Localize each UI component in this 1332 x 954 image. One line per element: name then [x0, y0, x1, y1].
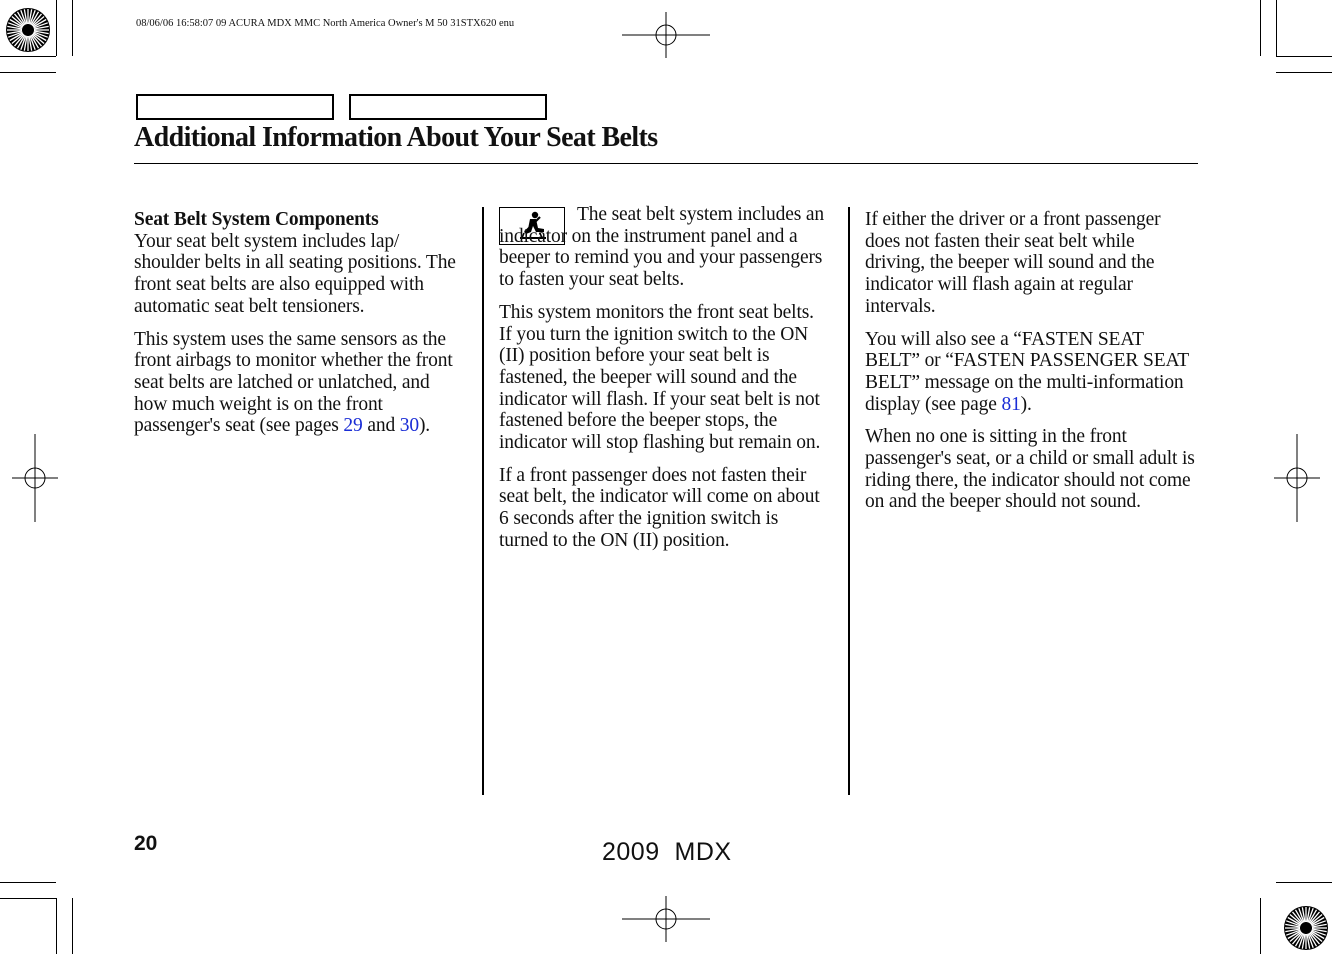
paragraph: Your seat belt system includes lap/ shoulder belts in all seating positions. The front seat belts are also equipped with automatic seat belt tensioners. [134, 230, 456, 317]
crop-mark [0, 72, 56, 73]
registration-starburst-icon [4, 6, 52, 54]
nav-tab-2[interactable] [349, 94, 547, 120]
crop-mark [0, 882, 56, 883]
page-title: Additional Information About Your Seat Belts [134, 122, 658, 153]
crop-mark [1260, 898, 1261, 954]
crosshair-icon [622, 12, 710, 58]
paragraph: When no one is sitting in the front passenger's seat, or a child or small adult is riding there, the indicator should not come on and the beeper should not sound. [865, 426, 1195, 513]
registration-starburst-icon [1282, 904, 1330, 952]
print-info: 08/06/06 16:58:07 09 ACURA MDX MMC North America Owner's M 50 31STX620 enu [136, 18, 515, 29]
crop-mark [72, 0, 73, 56]
crop-mark [0, 898, 56, 899]
crosshair-icon [12, 434, 58, 522]
paragraph-end: ). [418, 415, 431, 437]
page-number: 20 [134, 832, 158, 855]
crop-mark [1276, 0, 1277, 56]
crosshair-icon [622, 896, 710, 942]
crop-mark [1276, 72, 1332, 73]
paragraph: You will also see a “FASTEN SEAT BELT” or “FASTEN PASSENGER SEAT BELT” message on the multi-information display (see page [865, 328, 1189, 415]
column-1 [134, 209, 466, 448]
section-heading: Seat Belt System Components [134, 209, 379, 230]
paragraph-end: ). [1020, 393, 1032, 415]
nav-tab-1[interactable] [136, 94, 334, 120]
footer-model: 2009 MDX [602, 838, 732, 866]
column-3 [865, 209, 1195, 524]
paragraph: This system monitors the front seat belts. If you turn the ignition switch to the ON (II) position before your seat belt is fastened, the beeper will sound and the indicator will flash. If your seat belt is not fastened before the beeper stops, the indicator will stop flashing but remain on. [499, 301, 821, 454]
crop-mark [1276, 882, 1332, 883]
page-link-29[interactable]: 29 [343, 415, 363, 437]
paragraph: If a front passenger does not fasten their seat belt, the indicator will come on about 6 seconds after the ignition switch is turned to the ON (II) position. [499, 464, 820, 551]
title-rule [134, 163, 1198, 164]
paragraph: The seat belt system includes an indicator on the instrument panel and a beeper to remind you and your passengers to fasten your seat belts. [499, 204, 825, 291]
crop-mark [0, 56, 56, 57]
page-link-81[interactable]: 81 [1001, 393, 1021, 415]
crop-mark [56, 0, 57, 56]
paragraph: This system uses the same sensors as the front airbags to monitor whether the front seat belts are latched or unlatched, and how much weight is on the front passenger's seat (see pages [134, 328, 453, 437]
column-divider [848, 207, 850, 795]
paragraph: If either the driver or a front passenger does not fasten their seat belt while driving, the beeper will sound and the indicator will flash again at regular intervals. [865, 209, 1161, 317]
column-divider [482, 207, 484, 795]
crop-mark [56, 898, 57, 954]
crop-mark [1260, 0, 1261, 56]
column-2 [499, 204, 829, 563]
paragraph-and: and [362, 415, 400, 437]
crop-mark [1276, 56, 1332, 57]
page-link-30[interactable]: 30 [399, 415, 419, 437]
crop-mark [72, 898, 73, 954]
crosshair-icon [1274, 434, 1320, 522]
